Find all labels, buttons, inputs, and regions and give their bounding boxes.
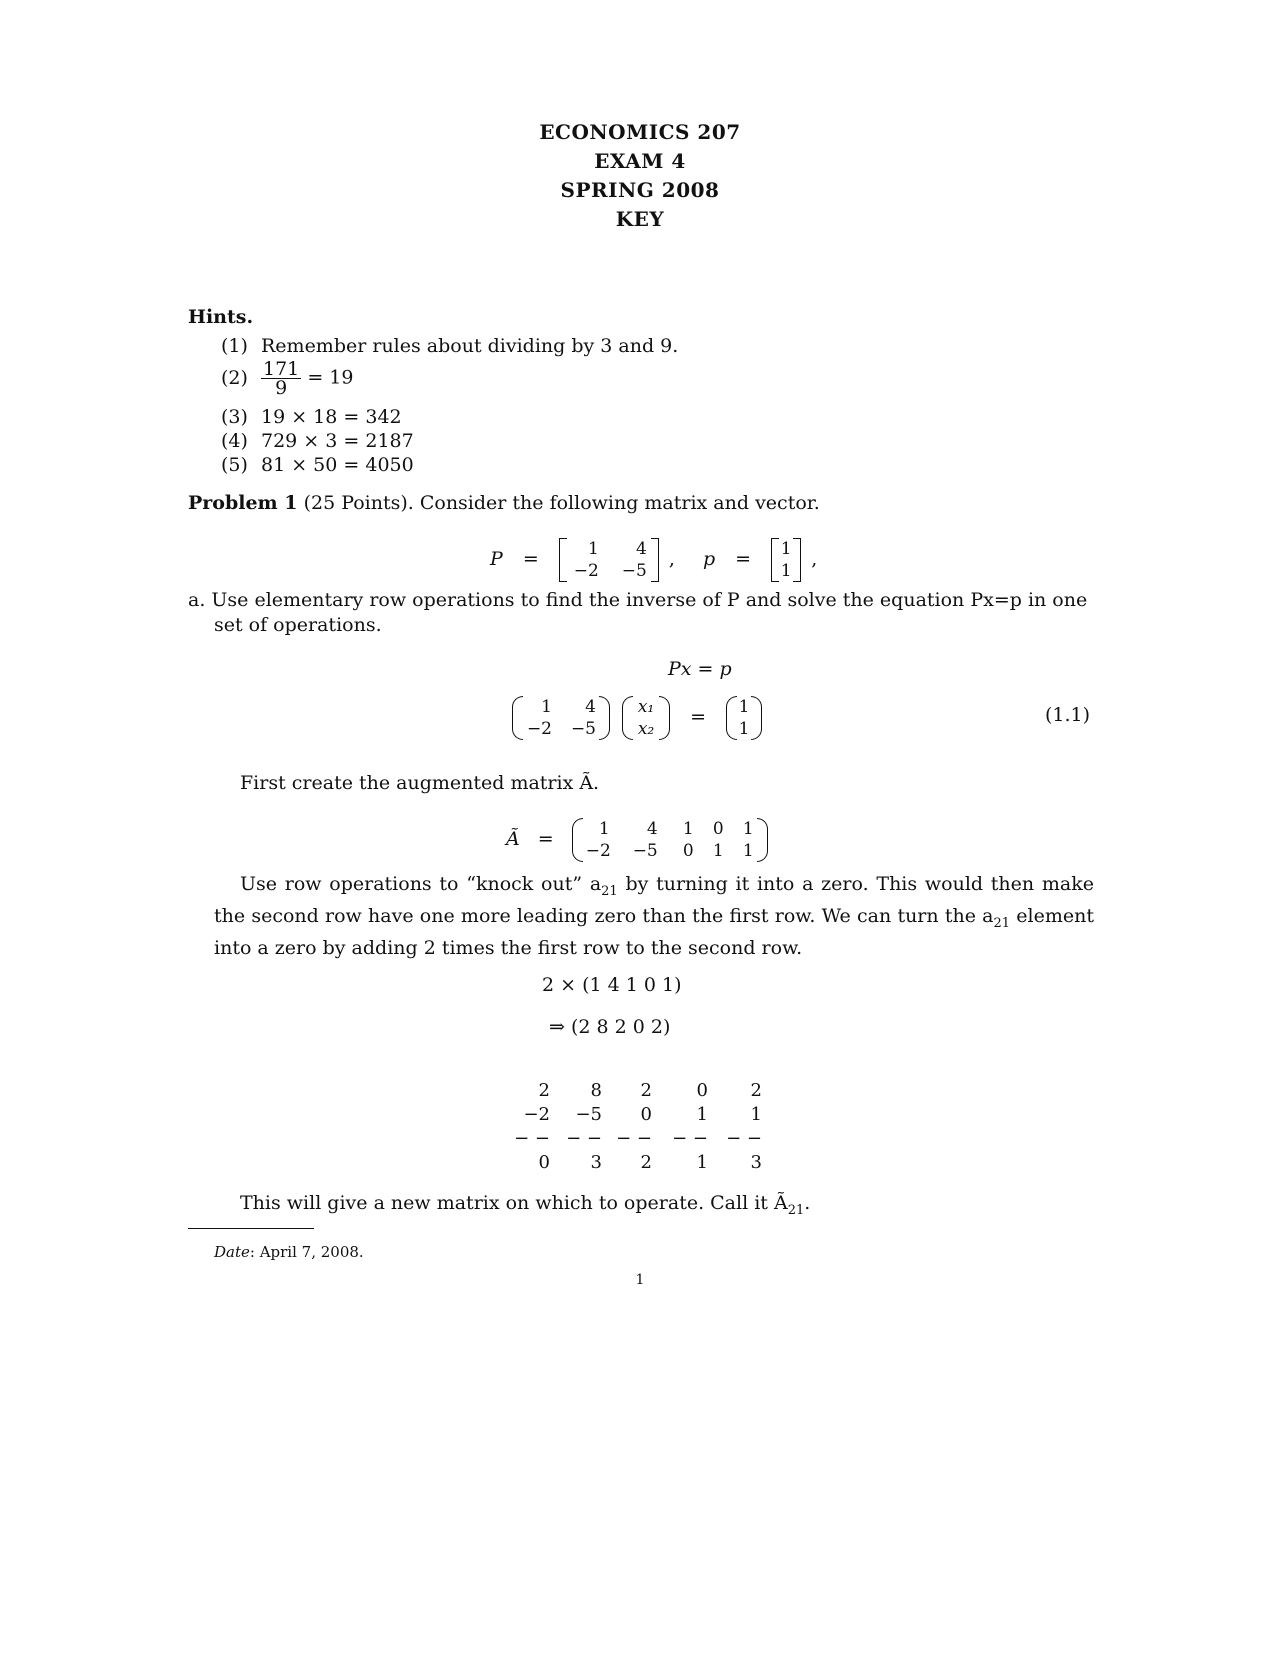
row-operation-line-2: ⇒ (2 8 2 0 2) [549, 1016, 671, 1038]
unknown-vector: x₁ x₂ [622, 696, 670, 740]
matrix-definitions: P = 1 4 −2 −5 , p = 1 1 , [490, 539, 818, 581]
page-number: 1 [635, 1272, 645, 1288]
table-row: −2 −5 0 1 1 [523, 1103, 762, 1125]
equation-matrix-form: 1 4 −2 −5 x₁ x₂ = 1 1 [512, 696, 762, 740]
problem-1-statement: Problem 1 (25 Points). Consider the following matrix and vector. [188, 492, 820, 514]
augmented-matrix: 1 4 1 0 1 −2 −5 0 1 1 [572, 818, 768, 862]
table-row: − − − − − − − − − − [514, 1127, 762, 1149]
hint-item: (4) 729 × 3 = 2187 [221, 430, 414, 452]
equation-number: (1.1) [1044, 704, 1090, 726]
new-matrix-text: This will give a new matrix on which to operate. Call it $Ã_{21}$. [240, 1192, 811, 1218]
hints-heading: Hints. [188, 306, 254, 328]
hint-item: (1) Remember rules about dividing by 3 and 9. [221, 335, 679, 357]
augmented-intro: First create the augmented matrix Ã. [240, 772, 600, 794]
key-label: KEY [615, 207, 665, 231]
equation-matrix: 1 4 −2 −5 [512, 696, 610, 740]
course-title: ECONOMICS 207 [539, 120, 741, 144]
rhs-vector: 1 1 [726, 696, 762, 740]
semester: SPRING 2008 [560, 178, 720, 202]
exam-number: EXAM 4 [594, 149, 686, 173]
table-row: 2 8 2 0 2 [538, 1079, 762, 1101]
hint-item: (2) $\frac{171}{9}$ = 19 [221, 358, 354, 399]
matrix-P: 1 4 −2 −5 [559, 538, 659, 582]
fraction: $\frac{171}{9}$ [263, 358, 300, 399]
row-operation-line-1: 2 × (1 4 1 0 1) [542, 974, 682, 996]
part-a-text: a. Use elementary row operations to find the inverse of P and solve the equation Px=p in one set of operations. [188, 589, 1088, 636]
knockout-paragraph: Use row operations to “knock out” $a_{21}$ by turning it into a zero. This would then make the second row have one more leading zero than the first row. We can turn the $a_{21}$ element into a zero by adding 2 times the first row to the second row. [214, 873, 1095, 959]
table-row: 0 3 2 1 3 [538, 1151, 762, 1173]
augmented-matrix-equation: Ã = 1 4 1 0 1 −2 −5 0 1 1 [506, 818, 768, 862]
vector-p: 1 1 [771, 538, 801, 582]
footnote-rule [188, 1228, 314, 1229]
footnote-date: Date: April 7, 2008. [214, 1243, 364, 1261]
hint-item: (3) 19 × 18 = 342 [221, 406, 402, 428]
exam-title [0, 118, 1280, 234]
row-addition-table [514, 1078, 762, 1174]
hint-item: (5) 81 × 50 = 4050 [221, 454, 414, 476]
equation-px-p: Px = p [668, 658, 732, 680]
